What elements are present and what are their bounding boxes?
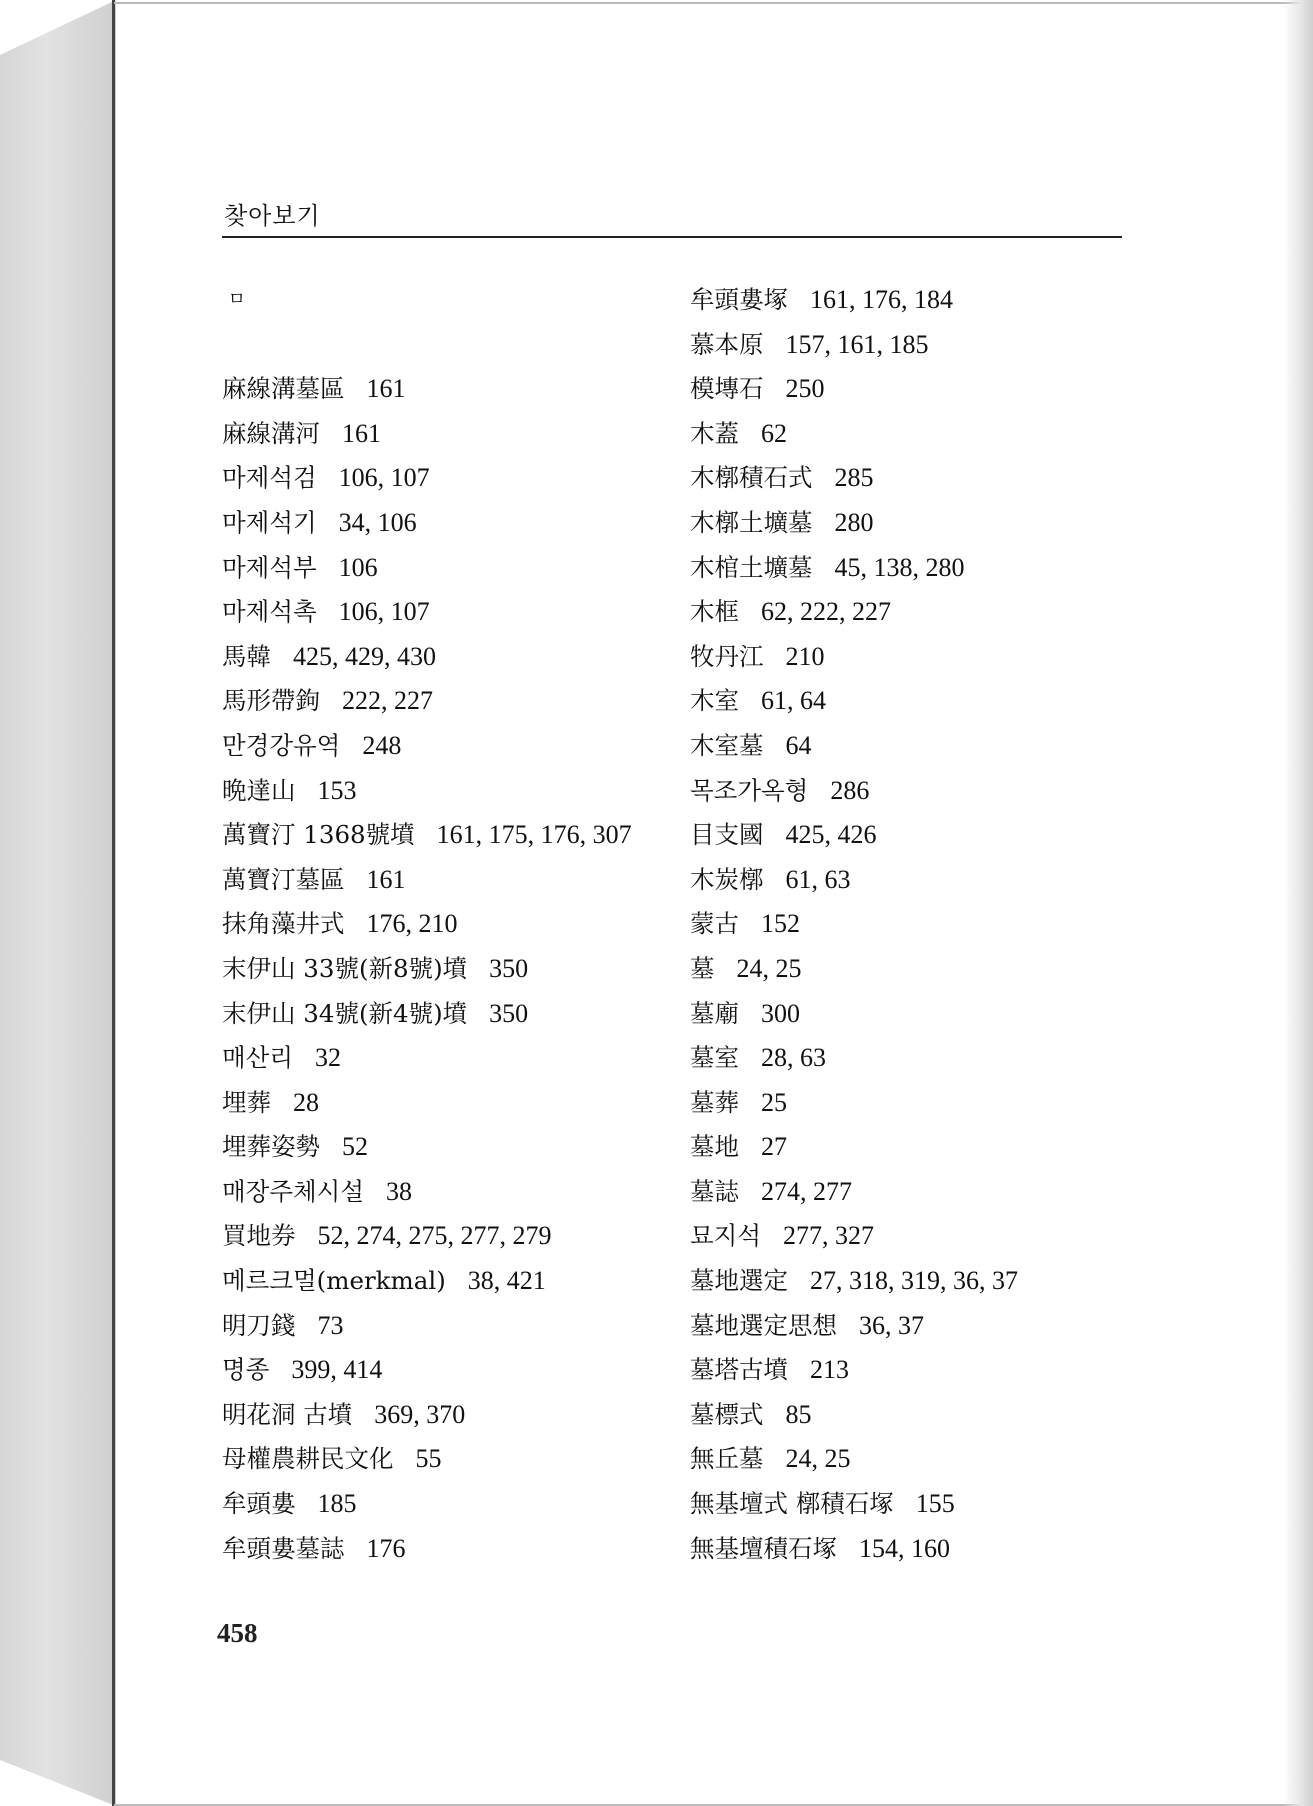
index-entry: [690, 947, 1130, 992]
index-entry: [222, 992, 682, 1037]
index-entry: [690, 367, 1130, 412]
index-entry: [222, 412, 682, 457]
index-page-refs: 161: [366, 864, 406, 894]
index-term: 牟頭婁: [222, 1489, 296, 1519]
index-page-refs: 286: [830, 775, 870, 805]
index-page-refs: 153: [317, 775, 357, 805]
index-entry: [222, 546, 682, 591]
index-page-refs: 106, 107: [338, 463, 430, 493]
index-entry: [222, 1170, 682, 1215]
index-term: 木框: [690, 597, 739, 627]
index-page-refs: 350: [489, 998, 529, 1028]
index-page-refs: 155: [915, 1489, 955, 1519]
index-entry: [690, 724, 1130, 769]
index-entry: [222, 902, 682, 947]
index-term: 無基壇式 槨積石塚: [690, 1489, 894, 1519]
index-page-refs: 161: [366, 374, 406, 404]
index-entry: [222, 769, 682, 814]
index-entry: [690, 546, 1130, 591]
index-entry: [222, 1304, 682, 1349]
index-term: 明花洞 古墳: [222, 1399, 353, 1429]
index-entry: [690, 1170, 1130, 1215]
index-term: 木室墓: [690, 730, 764, 760]
index-term: 매장주체시설: [222, 1176, 365, 1206]
index-entry: [222, 679, 682, 724]
index-term: 묘지석: [690, 1221, 762, 1251]
index-page-refs: 27: [761, 1132, 787, 1162]
index-entry: [690, 902, 1130, 947]
index-entry: [222, 635, 682, 680]
index-term: 마제석촉: [222, 597, 317, 627]
index-entry: [690, 412, 1130, 457]
index-entry: [222, 1125, 682, 1170]
index-page-refs: 32: [315, 1043, 342, 1073]
index-page-refs: 248: [362, 730, 402, 760]
index-term: 매산리: [222, 1043, 294, 1073]
section-letter: ㅁ: [228, 289, 246, 310]
index-term: 마제석검: [222, 463, 317, 493]
index-page-refs: 45, 138, 280: [834, 552, 965, 582]
index-term: 末伊山 33號(新8號)墳: [222, 953, 468, 983]
index-page-refs: 85: [785, 1399, 812, 1429]
index-term: 木蓋: [690, 418, 739, 448]
index-page-refs: 38: [386, 1176, 413, 1206]
index-entry: [690, 769, 1130, 814]
index-page-refs: 250: [785, 374, 825, 404]
index-entry: [222, 1259, 682, 1304]
index-page-refs: 106, 107: [338, 597, 430, 627]
index-page-refs: 176, 210: [366, 909, 458, 939]
index-entry: [222, 1081, 682, 1126]
index-term: 墓地: [690, 1132, 739, 1162]
index-page-refs: 285: [834, 463, 874, 493]
index-term: 墓標式: [690, 1399, 764, 1429]
index-page-refs: 161, 176, 184: [810, 285, 953, 314]
index-term: 蒙古: [690, 909, 739, 939]
index-term: 墓廟: [690, 998, 739, 1028]
index-term: 木槨積石式: [690, 463, 813, 493]
index-page-refs: 34, 106: [338, 507, 417, 537]
index-term: 無基壇積石塚: [690, 1533, 837, 1563]
index-term: 木炭槨: [690, 864, 764, 894]
index-page-refs: 369, 370: [374, 1399, 466, 1429]
index-page-refs: 106: [338, 552, 378, 582]
page-content: [222, 196, 1122, 1563]
index-term: 마제석부: [222, 552, 317, 582]
index-term: 木室: [690, 686, 739, 716]
index-term: 墓塔古墳: [690, 1355, 788, 1385]
index-term: 墓室: [690, 1043, 739, 1073]
index-term: 墓: [690, 953, 715, 983]
index-entry: [690, 456, 1130, 501]
index-entry: [690, 1081, 1130, 1126]
index-entry: [222, 1036, 682, 1081]
index-entry: [690, 501, 1130, 546]
index-page-refs: 157, 161, 185: [785, 329, 929, 359]
index-page-refs: 62, 222, 227: [761, 597, 891, 627]
index-term: 木槨土壙墓: [690, 507, 813, 537]
index-column-right: [690, 278, 1130, 1571]
section-spacer: [222, 323, 682, 368]
index-page-refs: 52: [342, 1132, 368, 1162]
index-term: 墓地選定: [690, 1266, 788, 1296]
index-page-refs: 55: [415, 1444, 442, 1474]
index-entry: [690, 590, 1130, 635]
index-term: 萬寶汀 1368號墳: [222, 820, 415, 850]
index-entry: [222, 1527, 682, 1572]
index-page-refs: 350: [489, 953, 529, 983]
index-term: 馬韓: [222, 641, 271, 671]
index-page-refs: 62: [761, 418, 787, 448]
index-entry: [690, 635, 1130, 680]
index-entry: [690, 992, 1130, 1037]
index-entry: [690, 1036, 1130, 1081]
index-page-refs: 24, 25: [785, 1444, 851, 1474]
index-page-refs: 61, 64: [761, 686, 826, 716]
index-entry: [222, 1214, 682, 1259]
index-term: 墓地選定思想: [690, 1310, 837, 1340]
index-page-refs: 161, 175, 176, 307: [436, 820, 632, 850]
index-page-refs: 161: [342, 418, 381, 448]
index-entry: [690, 858, 1130, 903]
index-term: 墓誌: [690, 1176, 739, 1206]
index-entry: [222, 858, 682, 903]
index-entry: [222, 456, 682, 501]
index-entry: [690, 1393, 1130, 1438]
index-term: 메르크멀(merkmal): [222, 1266, 446, 1296]
index-entry: [222, 501, 682, 546]
index-page-refs: 185: [317, 1489, 357, 1519]
index-term: 목조가옥형: [690, 775, 809, 805]
index-entry: [690, 1437, 1130, 1482]
index-term: 牧丹江: [690, 641, 764, 671]
index-entry: [222, 367, 682, 412]
index-term: 馬形帶鉤: [222, 686, 320, 716]
index-term: 無丘墓: [690, 1444, 764, 1474]
index-entry: [690, 1527, 1130, 1572]
index-term: 牟頭婁墓誌: [222, 1533, 345, 1563]
page-edge-shadow: [1283, 0, 1313, 1806]
index-entry: [690, 1304, 1130, 1349]
index-page-refs: 425, 429, 430: [293, 641, 436, 671]
index-page-refs: 425, 426: [785, 820, 877, 850]
index-page-refs: 64: [785, 730, 812, 760]
index-term: 萬寶汀墓區: [222, 864, 345, 894]
index-page-refs: 28, 63: [761, 1043, 826, 1073]
page-number: 458: [217, 1618, 258, 1648]
index-page-refs: 210: [785, 641, 825, 671]
index-page-refs: 28: [293, 1087, 319, 1117]
index-page-refs: 277, 327: [783, 1221, 875, 1251]
index-column-left: [222, 278, 682, 1571]
index-term: 目支國: [690, 820, 764, 850]
index-term: 墓葬: [690, 1087, 739, 1117]
index-entry: [690, 1482, 1130, 1527]
index-page-refs: 176: [366, 1533, 406, 1563]
index-page-refs: 154, 160: [859, 1533, 950, 1563]
index-page-refs: 222, 227: [342, 686, 433, 716]
book-spine: [0, 0, 118, 1806]
index-term: 明刀錢: [222, 1310, 296, 1340]
index-page-refs: 280: [834, 507, 874, 537]
index-entry: [222, 724, 682, 769]
index-term: 麻線溝河: [222, 418, 320, 448]
index-term: 模塼石: [690, 374, 764, 404]
index-entry: [690, 679, 1130, 724]
index-page-refs: 152: [761, 909, 800, 939]
index-entry: [222, 1437, 682, 1482]
index-entry: [690, 323, 1130, 368]
index-page-refs: 213: [810, 1355, 849, 1385]
index-entry: [222, 1482, 682, 1527]
index-entry: [222, 813, 682, 858]
index-page-refs: 38, 421: [467, 1266, 546, 1296]
index-page-refs: 73: [317, 1310, 344, 1340]
index-page-refs: 300: [761, 998, 800, 1028]
index-page-refs: 36, 37: [859, 1310, 924, 1340]
index-page-refs: 52, 274, 275, 277, 279: [317, 1221, 552, 1251]
index-term: 명종: [222, 1355, 270, 1385]
index-term: 麻線溝墓區: [222, 374, 345, 404]
index-term: 抹角藻井式: [222, 909, 345, 939]
index-entry: [690, 813, 1130, 858]
index-term: 晩達山: [222, 775, 296, 805]
index-term: 末伊山 34號(新4號)墳: [222, 998, 468, 1028]
index-page-refs: 24, 25: [736, 953, 802, 983]
index-entry: [690, 1259, 1130, 1304]
index-term: 만경강유역: [222, 730, 341, 760]
index-term: 마제석기: [222, 507, 317, 537]
index-entry: [690, 1125, 1130, 1170]
index-entry: [690, 1214, 1130, 1259]
index-page-refs: 399, 414: [291, 1355, 383, 1385]
index-entry: [690, 1348, 1130, 1393]
index-term: 買地券: [222, 1221, 296, 1251]
index-term: 牟頭婁塚: [690, 285, 788, 314]
header-rule: [222, 236, 1122, 238]
index-entry: [222, 947, 682, 992]
index-page-refs: 25: [761, 1087, 787, 1117]
index-term: 埋葬: [222, 1087, 271, 1117]
index-entry: [222, 590, 682, 635]
index-entry: [690, 278, 1130, 323]
index-entry: [222, 1393, 682, 1438]
index-term: 母權農耕民文化: [222, 1444, 394, 1474]
index-term: 埋葬姿勢: [222, 1132, 320, 1162]
index-term: 木棺土壙墓: [690, 552, 813, 582]
running-head: 찾아보기: [224, 202, 321, 230]
index-term: 慕本原: [690, 329, 764, 359]
index-page-refs: 61, 63: [785, 864, 851, 894]
index-page-refs: 274, 277: [761, 1176, 852, 1206]
index-page-refs: 27, 318, 319, 36, 37: [810, 1266, 1018, 1296]
index-entry: [222, 1348, 682, 1393]
